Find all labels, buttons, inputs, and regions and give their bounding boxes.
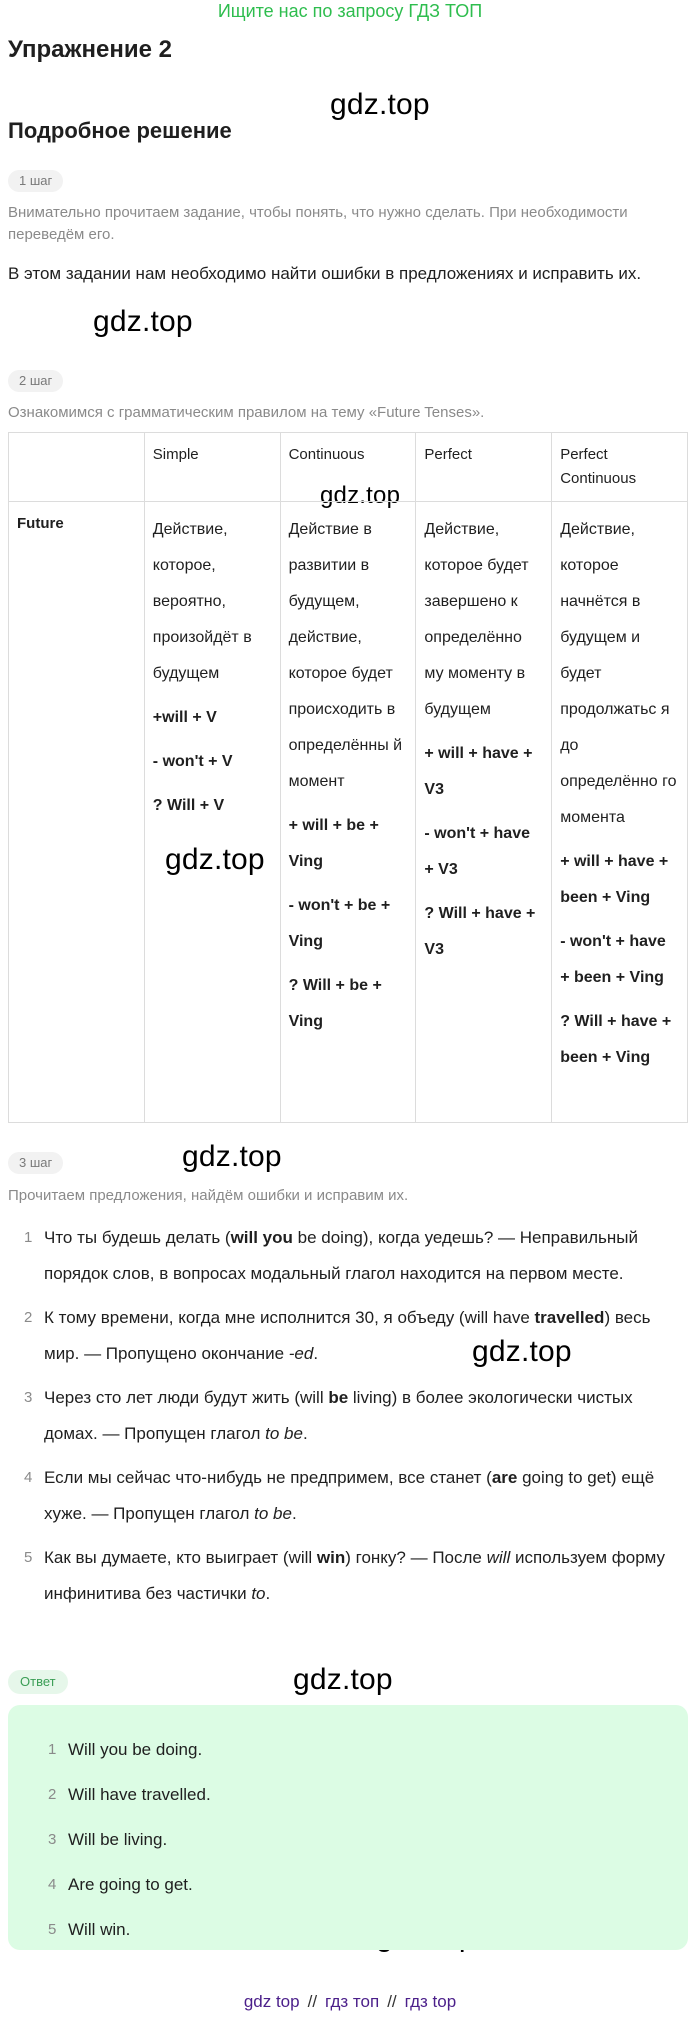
item-number: 4 (24, 1469, 33, 1486)
table-header-simple: Simple (144, 433, 280, 502)
item-number: 3 (24, 1389, 33, 1406)
footer-separator: // (307, 1992, 318, 2011)
sentence-highlight: win (316, 1548, 346, 1567)
list-item (8, 1772, 688, 1817)
table-header-empty (9, 433, 145, 502)
sentence-text: . (291, 1504, 297, 1523)
answer-text: Will have travelled. (68, 1785, 211, 1804)
answer-list (8, 1705, 688, 1952)
formula-question: ? Will + V (152, 797, 225, 814)
list-item (8, 1540, 688, 1612)
cell-simple-text: Действие, которое, вероятно, произойдёт в будущем (152, 521, 252, 682)
cell-perfect-text: Действие, которое будет завершено к определённо му моменту в будущем (424, 521, 529, 718)
list-item (8, 1220, 688, 1292)
sentence-highlight: will you (230, 1228, 293, 1247)
sentence-text: К тому времени, когда мне исполнится 30, я объеду (will have (44, 1308, 535, 1327)
item-number: 4 (48, 1876, 57, 1893)
item-number: 1 (24, 1229, 33, 1246)
formula-question: ? Will + have + V3 (424, 905, 536, 958)
formula-negative: - won't + have + V3 (424, 825, 530, 878)
cell-continuous (280, 502, 416, 1123)
footer-link-gdz-top-mixed[interactable]: гдз top (404, 1992, 457, 2011)
cell-perfect-continuous (552, 502, 688, 1123)
answer-text: Will win. (68, 1920, 131, 1939)
answer-pill: Ответ (8, 1670, 68, 1694)
sentence-text: be doing), когда уедешь? — Неправильный порядок слов, в вопросах модальный глагол находится на первом месте. (44, 1228, 638, 1283)
sentence-text: используем форму инфинитива без частички (44, 1548, 666, 1603)
list-item (8, 1862, 688, 1907)
step-3-hint: Прочитаем предложения, найдём ошибки и исправим их. (8, 1187, 409, 1204)
formula-question: ? Will + have + been + Ving (560, 1013, 672, 1066)
list-item (8, 1460, 688, 1532)
sentence-italic: to be (254, 1504, 292, 1523)
sentence-text: going to get) ещё хуже. — Пропущен глагол (44, 1468, 655, 1523)
cell-simple (144, 502, 280, 1123)
formula-affirmative: +will + V (152, 709, 217, 726)
sentence-italic: to be (265, 1424, 303, 1443)
sentence-text: Что ты будешь делать ( (44, 1228, 231, 1247)
formula-negative: - won't + be + Ving (288, 897, 391, 950)
exercise-title: Упражнение 2 (8, 36, 172, 63)
formula-affirmative: + will + have + V3 (424, 745, 533, 798)
formula-affirmative: + will + have + been + Ving (560, 853, 669, 906)
formula-question: ? Will + be + Ving (288, 977, 382, 1030)
answer-text: Will you be doing. (68, 1740, 203, 1759)
table-row-future (9, 502, 688, 1123)
list-item (8, 1380, 688, 1452)
sentence-text: . (265, 1584, 271, 1603)
sentence-highlight: travelled (534, 1308, 605, 1327)
sentence-italic: -ed (288, 1344, 314, 1363)
step-1-hint: Внимательно прочитаем задание, чтобы понять, что нужно сделать. При необходимости переведём его. (8, 204, 628, 243)
item-number: 5 (48, 1921, 57, 1938)
cell-perfect-continuous-text: Действие, которое начнётся в будущем и будет продолжатьс я до определённо го момента (560, 521, 677, 826)
sentence-text: Как вы думаете, кто выиграет (will (44, 1548, 317, 1567)
step-3-pill: 3 шаг (8, 1152, 63, 1174)
watermark: gdz.top (293, 1663, 393, 1696)
watermark: gdz.top (320, 482, 401, 509)
sentence-highlight: be (328, 1388, 349, 1407)
solution-title: Подробное решение (8, 118, 232, 143)
step-2-hint: Ознакомимся с грамматическим правилом на тему «Future Tenses». (8, 404, 485, 421)
watermark: gdz.top (472, 1335, 572, 1368)
top-banner-link[interactable]: Ищите нас по запросу ГДЗ ТОП (217, 1, 483, 21)
step-2-pill: 2 шаг (8, 370, 63, 392)
watermark: gdz.top (165, 843, 265, 876)
answer-box (8, 1705, 688, 1950)
sentence-italic: will (486, 1548, 511, 1567)
sentence-text: ) весь мир. — Пропущено окончание (44, 1308, 651, 1363)
table-header-perfect-continuous: Perfect Continuous (552, 433, 688, 502)
table-header-continuous: Continuous (280, 433, 416, 502)
future-tenses-table (8, 432, 688, 1123)
item-number: 2 (24, 1309, 33, 1326)
footer-link-gdz-top[interactable]: gdz top (243, 1992, 300, 2011)
watermark: gdz.top (93, 305, 193, 338)
sentence-text: . (302, 1424, 308, 1443)
sentence-text: . (313, 1344, 319, 1363)
answer-text: Will be living. (68, 1830, 168, 1849)
item-number: 3 (48, 1831, 57, 1848)
list-item (8, 1907, 688, 1952)
formula-negative: - won't + have + been + Ving (560, 933, 666, 986)
sentence-text: Если мы сейчас что-нибудь не предпримем, все станет ( (44, 1468, 492, 1487)
item-number: 1 (48, 1741, 57, 1758)
list-item (8, 1727, 688, 1772)
table-header-perfect: Perfect (416, 433, 552, 502)
list-item (8, 1300, 688, 1372)
answer-text: Are going to get. (68, 1875, 193, 1894)
step-1-text: В этом задании нам необходимо найти ошибки в предложениях и исправить их. (8, 264, 642, 283)
footer-link-gdz-top-ru[interactable]: гдз топ (325, 1992, 380, 2011)
cell-perfect (416, 502, 552, 1123)
cell-continuous-text: Действие в развитии в будущем, действие, которое будет происходить в определённы й момент (288, 521, 403, 790)
sentence-italic: to (251, 1584, 266, 1603)
watermark: gdz.top (330, 88, 430, 121)
item-number: 2 (48, 1786, 57, 1803)
formula-affirmative: + will + be + Ving (288, 817, 379, 870)
table-header-row (9, 433, 688, 502)
footer-separator: // (387, 1992, 397, 2011)
sentence-text: Через сто лет люди будут жить (will (44, 1388, 329, 1407)
watermark: gdz.top (182, 1140, 282, 1173)
footer-links (0, 1992, 700, 2012)
step-1-pill: 1 шаг (8, 170, 63, 192)
item-number: 5 (24, 1549, 33, 1566)
sentence-text: living) в более экологически чистых домах. — Пропущен глагол (44, 1388, 633, 1443)
formula-negative: - won't + V (152, 753, 233, 770)
row-label-future: Future (9, 502, 145, 1123)
sentence-list (8, 1220, 688, 1620)
list-item (8, 1817, 688, 1862)
sentence-highlight: are (491, 1468, 518, 1487)
sentence-text: ) гонку? — После (345, 1548, 487, 1567)
